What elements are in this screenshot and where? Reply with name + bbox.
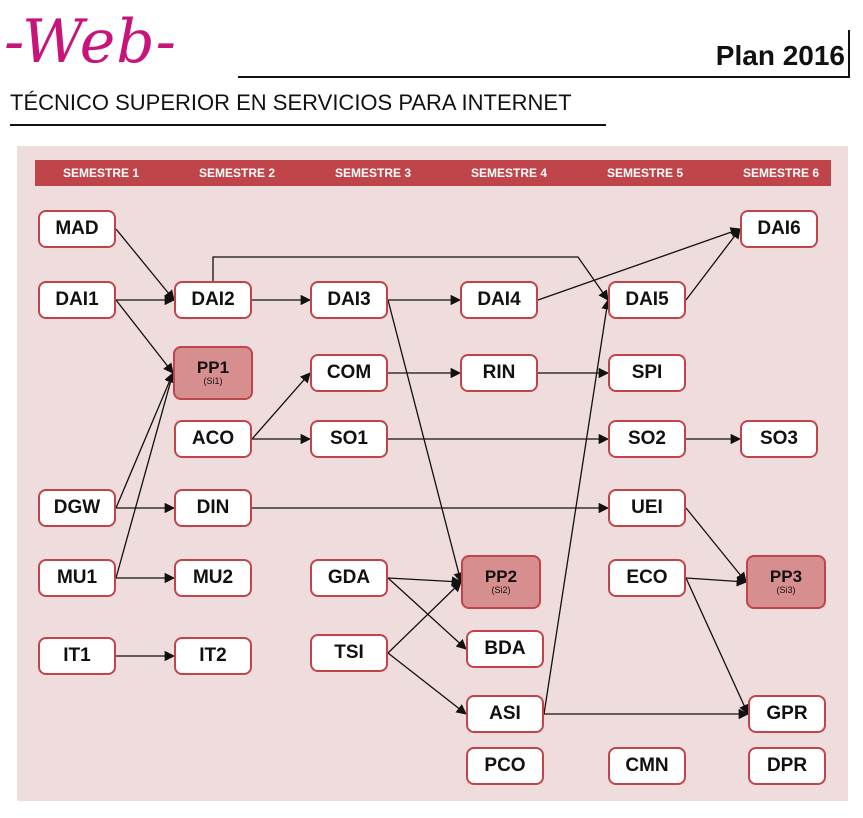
arrow-dai1-to-pp1 (116, 300, 173, 373)
course-pco[interactable]: PCO (466, 747, 544, 785)
course-dai3[interactable]: DAI3 (310, 281, 388, 319)
arrow-dgw-to-pp1 (116, 373, 173, 508)
course-dai2[interactable]: DAI2 (174, 281, 252, 319)
course-dai1[interactable]: DAI1 (38, 281, 116, 319)
course-uei[interactable]: UEI (608, 489, 686, 527)
course-cmn[interactable]: CMN (608, 747, 686, 785)
arrow-asi-to-dai5 (544, 300, 608, 714)
logo-text: -Web- (4, 7, 177, 77)
course-dgw[interactable]: DGW (38, 489, 116, 527)
arrow-dai3-to-pp2 (388, 300, 461, 582)
practice-pp2-sub: (Si2) (491, 585, 511, 596)
arrow-tsi-to-asi (388, 653, 466, 714)
course-eco[interactable]: ECO (608, 559, 686, 597)
course-gda[interactable]: GDA (310, 559, 388, 597)
course-din[interactable]: DIN (174, 489, 252, 527)
practice-pp3-sub: (Si3) (776, 585, 796, 596)
arrow-mad-to-dai2 (116, 229, 174, 300)
semester-4-label: SEMESTRE 4 (470, 166, 548, 180)
arrow-tsi-to-pp2 (388, 582, 461, 653)
semester-1-label: SEMESTRE 1 (62, 166, 140, 180)
arrow-dai2-to-dai5 (213, 257, 608, 300)
practice-pp3-label: PP3 (769, 567, 803, 587)
header-rule-right (848, 30, 850, 78)
practice-pp1-label: PP1 (196, 358, 230, 378)
arrow-aco-to-com (252, 373, 310, 439)
course-bda[interactable]: BDA (466, 630, 544, 668)
practice-pp2-label: PP2 (484, 567, 518, 587)
course-dai5[interactable]: DAI5 (608, 281, 686, 319)
course-dai4[interactable]: DAI4 (460, 281, 538, 319)
course-gpr[interactable]: GPR (748, 695, 826, 733)
course-dai6[interactable]: DAI6 (740, 210, 818, 248)
plan-title: Plan 2016 (715, 40, 845, 71)
course-rin[interactable]: RIN (460, 354, 538, 392)
practice-pp1[interactable] (173, 346, 253, 400)
arrow-dai5-to-dai6 (686, 229, 740, 300)
arrow-mu1-to-pp1 (116, 373, 173, 578)
practice-pp1-sub: (Si1) (203, 376, 223, 387)
title-underline (10, 124, 606, 126)
course-asi[interactable]: ASI (466, 695, 544, 733)
semester-3-label: SEMESTRE 3 (334, 166, 412, 180)
semester-6-label: SEMESTRE 6 (742, 166, 820, 180)
practice-pp3[interactable] (746, 555, 826, 609)
arrow-eco-to-pp3 (686, 578, 746, 582)
practice-pp2[interactable] (461, 555, 541, 609)
course-mu2[interactable]: MU2 (174, 559, 252, 597)
header-rule (238, 76, 850, 78)
curriculum-map (17, 146, 848, 801)
course-so1[interactable]: SO1 (310, 420, 388, 458)
course-mu1[interactable]: MU1 (38, 559, 116, 597)
course-spi[interactable]: SPI (608, 354, 686, 392)
course-aco[interactable]: ACO (174, 420, 252, 458)
course-com[interactable]: COM (310, 354, 388, 392)
course-it1[interactable]: IT1 (38, 637, 116, 675)
course-it2[interactable]: IT2 (174, 637, 252, 675)
course-dpr[interactable]: DPR (748, 747, 826, 785)
course-so2[interactable]: SO2 (608, 420, 686, 458)
logo (4, 6, 244, 78)
semester-2-label: SEMESTRE 2 (198, 166, 276, 180)
course-tsi[interactable]: TSI (310, 634, 388, 672)
arrow-eco-to-gpr (686, 578, 748, 714)
semester-5-label: SEMESTRE 5 (606, 166, 684, 180)
prerequisite-arrows (17, 146, 848, 801)
arrow-gda-to-pp2 (388, 578, 461, 582)
arrow-uei-to-pp3 (686, 508, 746, 582)
course-so3[interactable]: SO3 (740, 420, 818, 458)
course-mad[interactable]: MAD (38, 210, 116, 248)
program-title: TÉCNICO SUPERIOR EN SERVICIOS PARA INTERNET (10, 90, 572, 115)
